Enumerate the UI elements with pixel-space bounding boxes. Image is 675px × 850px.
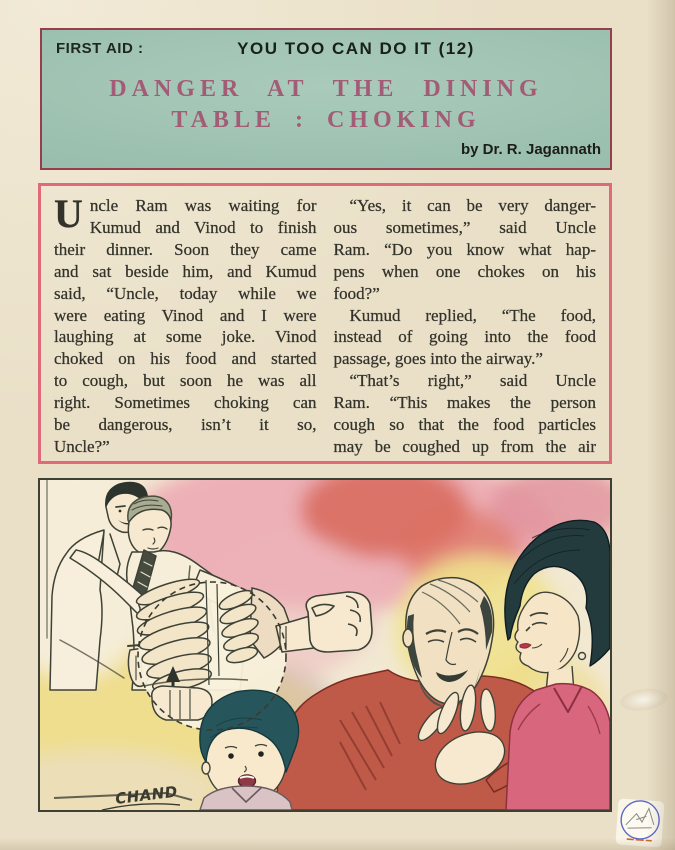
- story-line: food?”: [333, 283, 380, 303]
- story-line: may be coughed up from the air: [333, 436, 596, 456]
- story-line: Kumud replied, “The food,: [349, 305, 596, 325]
- byline: by Dr. R. Jagannath: [460, 141, 601, 158]
- story-line: and sat beside him, and Kumud: [54, 261, 317, 281]
- story-line: instead of going into the food: [333, 327, 596, 347]
- story-text-box: [38, 183, 612, 464]
- story-line: Uncle?”: [54, 436, 110, 456]
- story-line: their dinner. Soon they came: [54, 239, 317, 259]
- story-line: choked on his food and started: [54, 349, 317, 369]
- story-line: “That’s right,” said Uncle: [349, 371, 596, 391]
- story-line: Ram. “Do you know what hap-: [333, 239, 596, 259]
- story-line: ncle Ram was waiting for: [89, 196, 317, 215]
- story-line: passage, goes into the airway.”: [333, 349, 543, 369]
- story-line: Ram. “This makes the person: [333, 393, 596, 413]
- story-line: said, “Uncle, today while we: [54, 283, 317, 303]
- story-right-column: [334, 195, 597, 461]
- story-line: right. Sometimes choking can: [54, 393, 317, 413]
- paper-shadow-right: [647, 0, 675, 850]
- story-line: ous sometimes,” said Uncle: [333, 217, 596, 237]
- drop-cap: U: [54, 191, 83, 236]
- story-left-column: [54, 191, 317, 461]
- story-line: be dangerous, isn’t it so,: [54, 415, 317, 435]
- story-line: “Yes, it can be very danger-: [349, 196, 596, 215]
- story-line: to cough, but soon he was all: [54, 371, 317, 391]
- article-title-line1: DANGER AT THE DINING: [109, 76, 543, 102]
- kicker: FIRST AID :: [56, 40, 144, 57]
- illustration: [38, 478, 612, 812]
- story-line: were eating Vinod and I were: [54, 305, 317, 325]
- story-line: laughing at some joke. Vinod: [54, 327, 317, 347]
- story-line: pens when one chokes on his: [333, 261, 596, 281]
- series-title: YOU TOO CAN DO IT (12): [237, 39, 475, 58]
- story-line: Kumud and Vinod to finish: [89, 217, 317, 237]
- paper-shadow-bottom: [0, 838, 675, 850]
- story-line: cough so that the food particles: [333, 415, 596, 435]
- signature-text: CHAND: [114, 782, 179, 808]
- article-title-line2: TABLE : CHOKING: [171, 107, 481, 133]
- right-column-lines: [334, 195, 597, 458]
- article-header: [40, 28, 612, 170]
- left-column-lines: [54, 191, 317, 458]
